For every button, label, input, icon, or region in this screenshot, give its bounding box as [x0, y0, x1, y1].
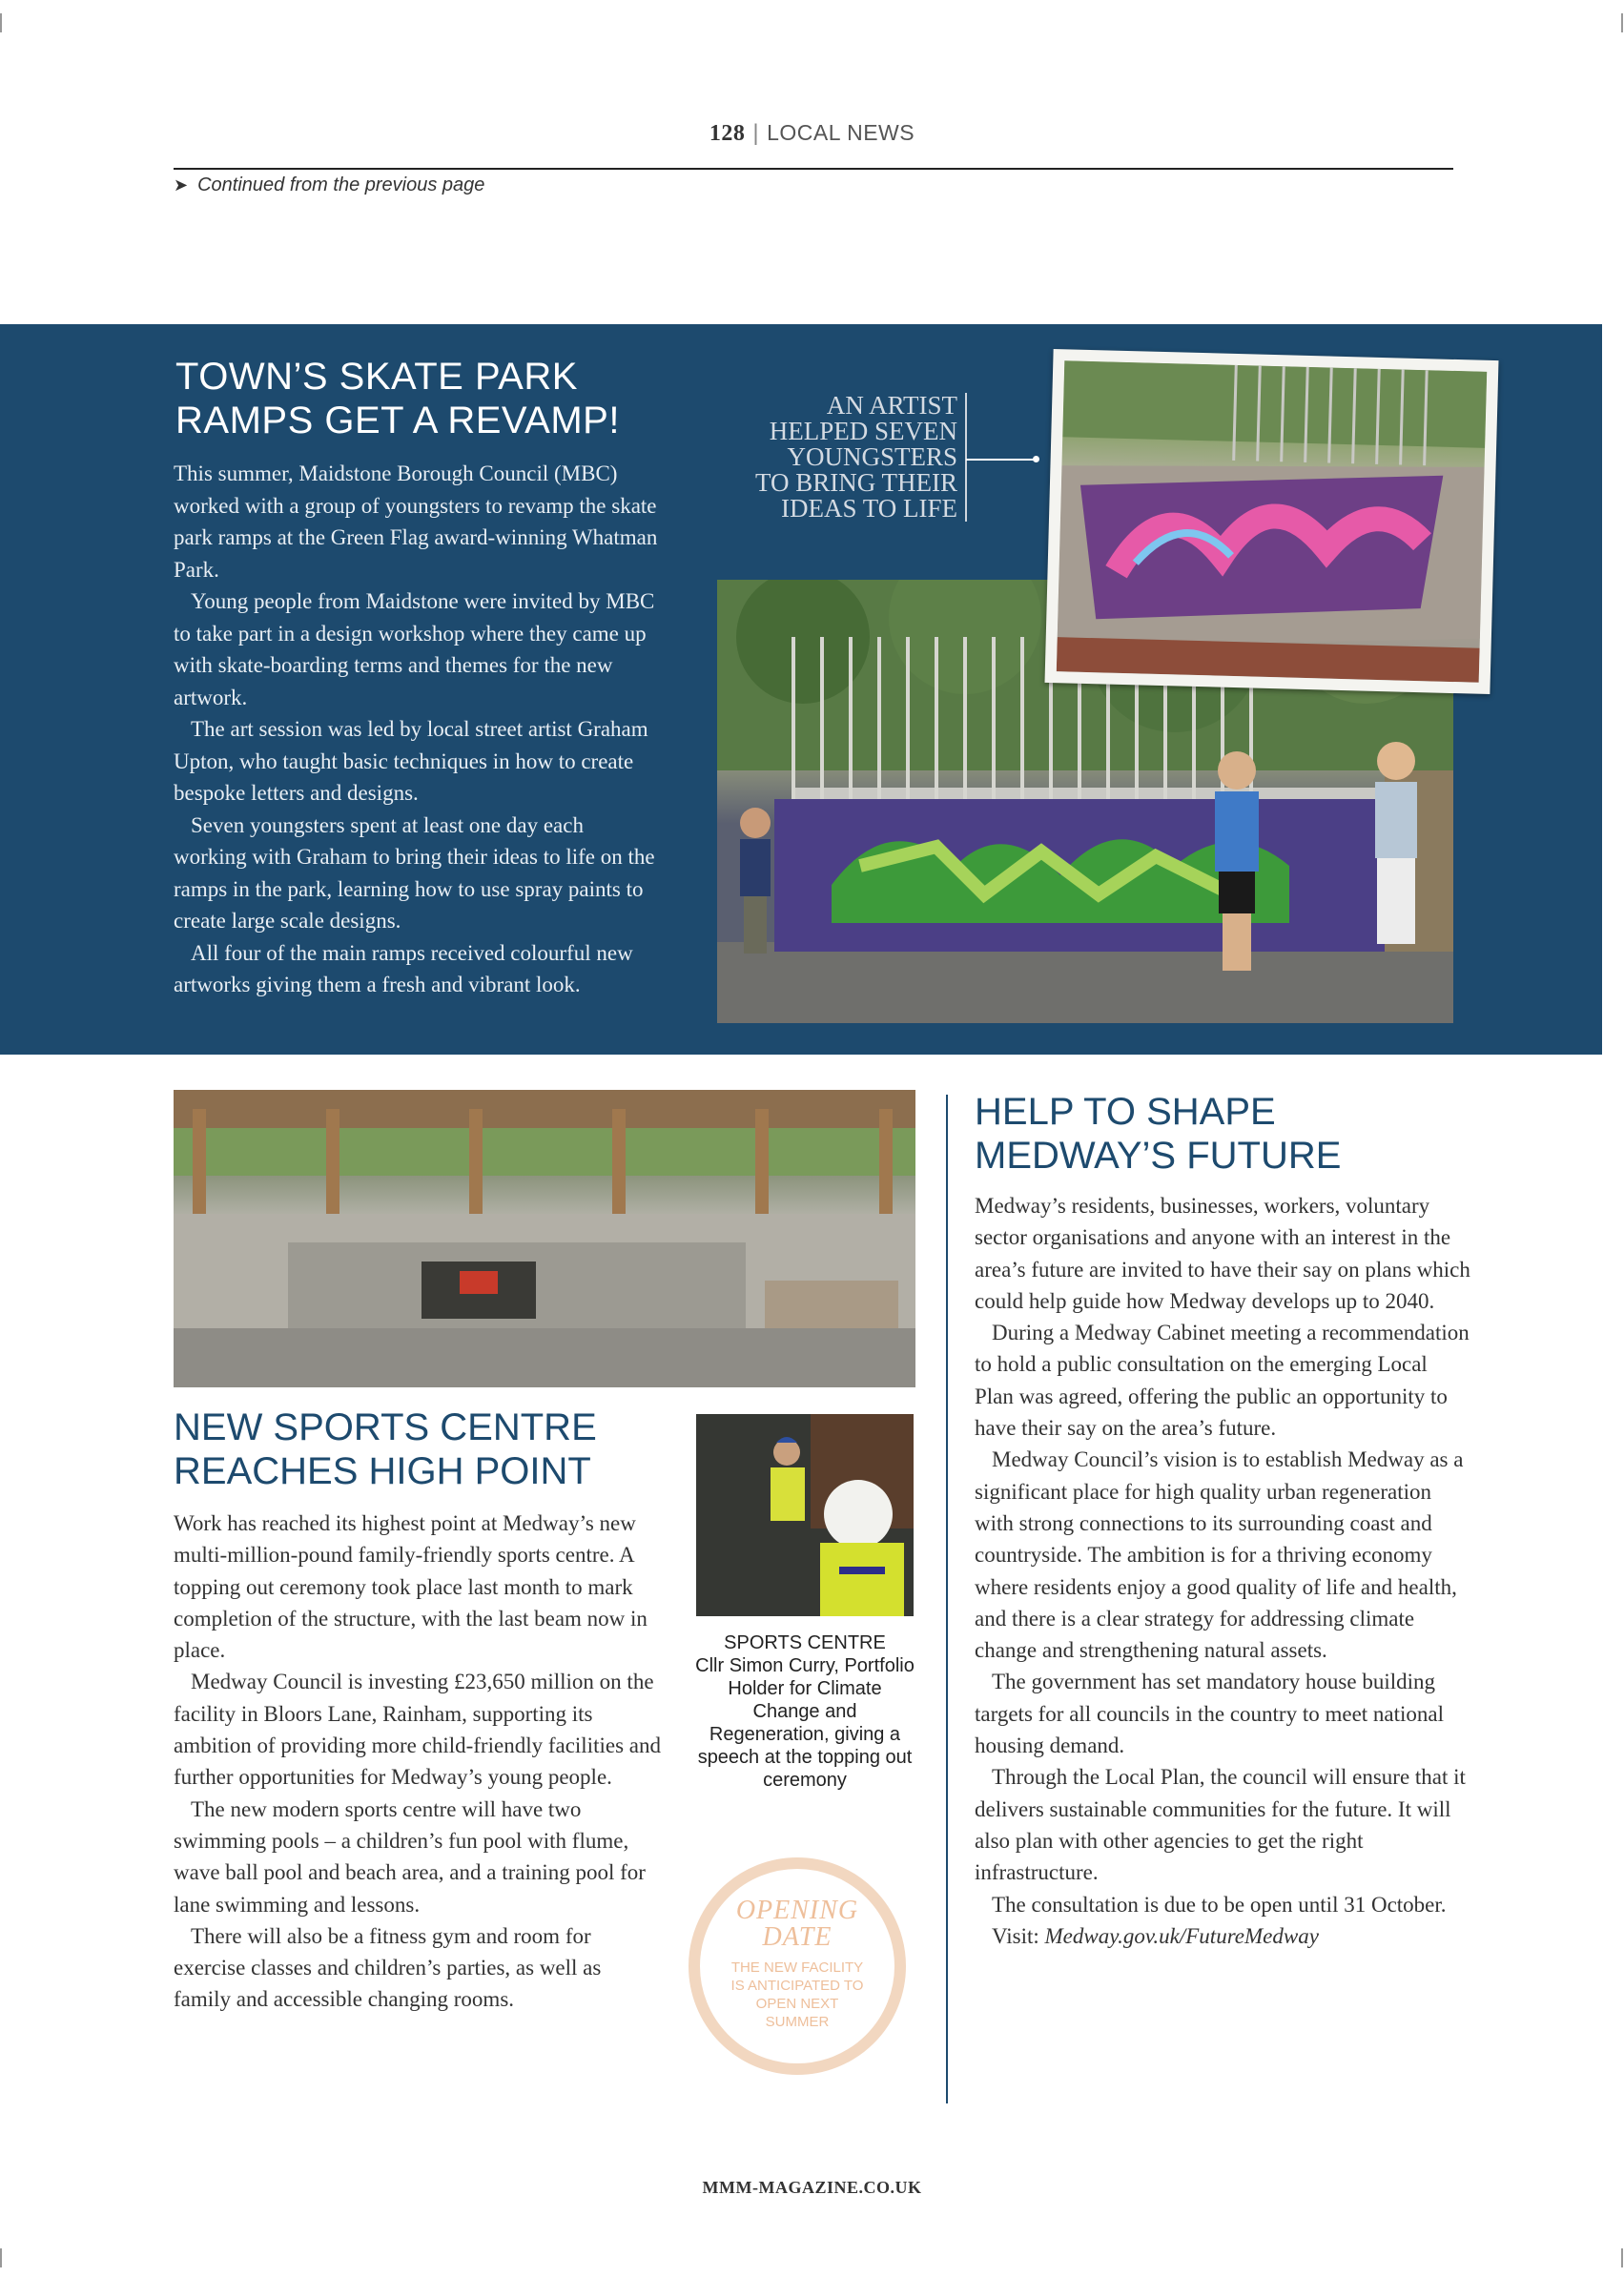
paragraph: Through the Local Plan, the council will ensure that it delivers sustainable communities for the future. It will also plan with other agencies to get the right infrastructure. — [975, 1765, 1466, 1885]
crop-mark — [1621, 13, 1623, 32]
pull-quote-line: AN ARTIST — [826, 391, 957, 420]
crop-mark — [0, 2248, 2, 2267]
continued-note — [174, 174, 484, 196]
paragraph: Work has reached its highest point at Medway’s new multi-million-pound family-friendly sports centre. A topping out ceremony took place last month to mark completion of the structure, with the last beam now in place. — [174, 1511, 648, 1663]
badge-title-line: OPENING — [735, 1896, 859, 1925]
pull-quote-line: IDEAS TO LIFE — [780, 494, 957, 523]
pull-quote-line: HELPED SEVEN — [769, 417, 957, 445]
page-footer: MMM-MAGAZINE.CO.UK — [702, 2178, 922, 2197]
sports-article-body — [174, 1508, 662, 2016]
badge-title-line: DATE — [762, 1922, 833, 1952]
sports-title-line: NEW SPORTS CENTRE — [174, 1406, 597, 1448]
visit-link[interactable]: Medway.gov.uk/FutureMedway — [1044, 1923, 1319, 1948]
paragraph: Medway Council is investing £23,650 million on the facility in Bloors Lane, Rainham, supporting its ambition of providing more child-friendly facilities and further opportunities for Medway’s young people. — [174, 1670, 661, 1790]
sports-title-line: REACHES HIGH POINT — [174, 1450, 591, 1492]
medway-article-body — [975, 1190, 1470, 1952]
skate-article-body — [174, 458, 660, 1001]
paragraph: Young people from Maidstone were invited by MBC to take part in a design workshop where they came up with skate-boarding terms and themes for the new artwork. — [174, 589, 655, 709]
pull-quote-line: YOUNGSTERS — [787, 442, 957, 471]
section-title: LOCAL NEWS — [767, 120, 915, 145]
paragraph: The new modern sports centre will have two swimming pools – a children’s fun pool with flume, wave ball pool and beach area, and a training pool for lane swimming and lessons. — [174, 1796, 646, 1917]
crop-mark — [0, 13, 2, 32]
badge-text: THE NEW FACILITY IS ANTICIPATED TO OPEN NEXT SUMMER — [730, 1959, 864, 2030]
badge-title — [700, 1898, 894, 1951]
continued-text: Continued from the previous page — [197, 174, 485, 195]
paragraph: The art session was led by local street artist Graham Upton, who taught basic techniques in how to create bespoke letters and designs. — [174, 717, 648, 805]
pull-quote-connector-dot — [1033, 456, 1039, 462]
person-figure — [740, 808, 771, 954]
opening-date-badge — [689, 1857, 906, 2075]
page-number: 128 — [709, 121, 746, 146]
skate-title-line: TOWN’S SKATE PARK — [175, 356, 578, 398]
header-separator: | — [752, 120, 760, 146]
skate-title-line: RAMPS GET A REVAMP! — [175, 400, 620, 441]
arrow-icon: ➤ — [174, 175, 189, 195]
medway-title-line: HELP TO SHAPE — [975, 1091, 1276, 1133]
sports-article-title — [174, 1405, 669, 1493]
graffiti-ramp-illustration — [1057, 360, 1487, 682]
medway-article-title — [975, 1090, 1470, 1178]
pull-quote-line: TO BRING THEIR — [754, 468, 957, 497]
paragraph: Medway Council’s vision is to establish Medway as a significant place for high quality urban regeneration with strong connections to its surrounding coast and countryside. The ambition is for a thriving economy where residents enjoy a good quality of life and health, and there is a clear strategy for addressing climate change and strengthening natural assets. — [975, 1447, 1464, 1663]
topping-out-speech-photo — [696, 1414, 914, 1616]
paragraph: This summer, Maidstone Borough Council (MBC) worked with a group of youngsters to revamp the skate park ramps at the Green Flag award-winning Whatman Park. — [174, 462, 658, 582]
skate-graffiti-photo — [1044, 349, 1498, 694]
paragraph: There will also be a fitness gym and room for exercise classes and children’s parties, as well as family and accessible changing rooms. — [174, 1923, 602, 2012]
header-rule — [174, 168, 1453, 170]
page-header — [0, 120, 1624, 147]
paragraph: The consultation is due to be open until 31 October. — [992, 1892, 1447, 1917]
column-divider — [946, 1095, 948, 2103]
paragraph: The government has set mandatory house building targets for all councils in the country to meet national housing demand. — [975, 1670, 1445, 1758]
sports-centre-construction-photo — [174, 1090, 915, 1387]
skate-article-title — [175, 355, 709, 442]
construction-site-illustration — [174, 1090, 915, 1387]
pull-quote-connector — [966, 459, 1037, 461]
paragraph: During a Medway Cabinet meeting a recommendation to hold a public consultation on the emerging Local Plan was agreed, offering the public an opportunity to have their say on the area’s future. — [975, 1321, 1470, 1441]
paragraph: Seven youngsters spent at least one day each working with Graham to bring their ideas to life on the ramps in the park, learning how to use spray paints to create large scale designs. — [174, 812, 655, 933]
paragraph: Medway’s residents, businesses, workers, voluntary sector organisations and anyone with an interest in the area’s future are invited to have their say on plans which could help guide how Medway develops up to 2040. — [975, 1194, 1470, 1313]
medway-title-line: MEDWAY’S FUTURE — [975, 1135, 1342, 1177]
visit-label: Visit: — [992, 1923, 1039, 1948]
visit-line — [975, 1920, 1470, 1952]
pull-quote — [706, 393, 967, 522]
caption-text: Cllr Simon Curry, Portfolio Holder for Climate Change and Regeneration, giving a speech at the topping out ceremony — [695, 1655, 915, 1791]
crop-mark — [1621, 2248, 1623, 2267]
speech-photo-caption — [692, 1631, 917, 1792]
caption-heading: SPORTS CENTRE — [724, 1632, 886, 1653]
paragraph: All four of the main ramps received colourful new artworks giving them a fresh and vibrant look. — [174, 940, 633, 996]
speech-illustration — [696, 1414, 914, 1616]
